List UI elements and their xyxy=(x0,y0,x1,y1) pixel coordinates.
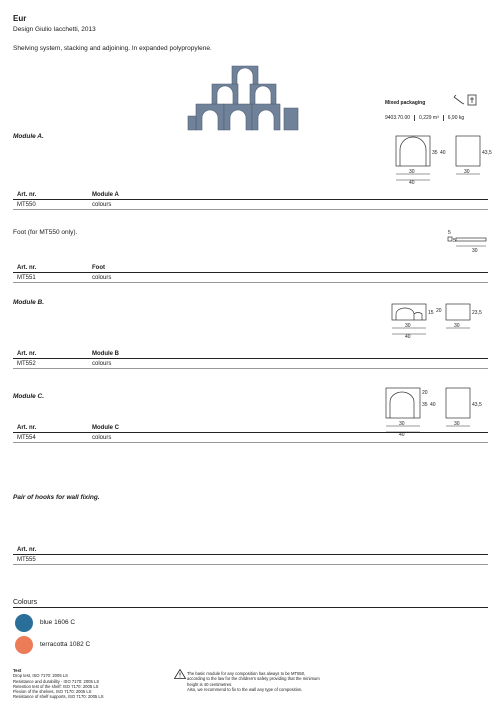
footer-line: height is 40 centimetres. xyxy=(187,681,233,687)
header-art-nr: Art. nr. xyxy=(17,265,37,271)
product-module-top xyxy=(232,66,258,84)
dim-a-w2: 40 xyxy=(409,180,415,186)
module-c-title: Module C. xyxy=(13,393,45,400)
dim-b-side-w: 30 xyxy=(454,323,460,329)
dim-b-d2: 20 xyxy=(436,308,442,314)
product-module-side xyxy=(284,108,298,130)
header-empty xyxy=(92,553,488,554)
dim-a-d2: 40 xyxy=(440,150,446,156)
colours-cell: colours xyxy=(92,360,112,367)
dim-foot-h1: 5 xyxy=(448,230,451,236)
module-a-diagram xyxy=(384,130,490,186)
dim-c-w1: 30 xyxy=(399,421,405,427)
table-row xyxy=(13,555,488,565)
dim-a-w1: 30 xyxy=(409,169,415,175)
foot-bar xyxy=(456,238,486,241)
header-art-nr: Art. nr. xyxy=(17,425,37,431)
colour-swatch-terracotta xyxy=(15,636,33,654)
module-a-title: Module A. xyxy=(13,133,44,140)
module-c-table xyxy=(13,424,488,443)
footer-line: Retention test of the shelf: ISO 7170: 2005 LS xyxy=(13,683,99,689)
header-art-nr: Art. nr. xyxy=(17,192,37,198)
table-header xyxy=(13,546,488,555)
packaging-row xyxy=(385,115,490,121)
footer-line: Resistance of shelf supports, ISO 7170: 2005 LS xyxy=(13,694,104,700)
footer-line: Flexion of the shelves, ISO 7170: 2005 LS xyxy=(13,689,92,694)
header-foot: Foot xyxy=(92,265,105,271)
table-row xyxy=(13,273,488,283)
footer-line: Test xyxy=(13,668,22,673)
table-header xyxy=(13,264,488,273)
product-module-bottom-2 xyxy=(224,104,252,130)
footer-line: Also, we recommend to fix to the wall any type of composition. xyxy=(187,686,303,692)
dim-foot-w: 30 xyxy=(472,248,478,254)
table-header xyxy=(13,350,488,359)
dim-a-side-h: 43,5 xyxy=(482,150,492,156)
hooks-table xyxy=(13,546,488,565)
dim-b-side-h: 23,5 xyxy=(472,310,482,316)
module-c-side xyxy=(446,388,470,418)
table-row xyxy=(13,359,488,369)
page-title: Eur xyxy=(13,14,27,23)
dim-c-w2: 40 xyxy=(399,432,405,438)
art-number: MT552 xyxy=(17,360,36,367)
product-image xyxy=(188,64,314,132)
dim-c-side-w: 30 xyxy=(454,421,460,427)
footer-line: Resistance and durability - ISO 7170: 2005 LS xyxy=(13,678,100,684)
art-number: MT551 xyxy=(17,274,36,281)
packaging-weight: 6,90 kg xyxy=(447,115,465,121)
designer-credit: Design Giulio Iacchetti, 2013 xyxy=(13,26,96,33)
foot-small-block xyxy=(448,237,452,241)
header-module: Module C xyxy=(92,425,119,431)
product-description: Shelving system, stacking and adjoining. In expanded polypropylene. xyxy=(13,45,212,52)
product-module-middle-1 xyxy=(212,84,238,104)
module-b-side xyxy=(446,304,470,320)
footer-line: Drop test, ISO 7170: 2005 LS xyxy=(13,673,68,679)
colours-cell: colours xyxy=(92,274,112,281)
dim-a-d1: 35 xyxy=(432,150,438,156)
foot-diagram xyxy=(444,228,490,254)
module-c-front xyxy=(386,388,420,418)
colour-swatch-blue xyxy=(15,614,33,632)
dim-c-d2: 40 xyxy=(430,402,436,408)
art-number: MT550 xyxy=(17,201,36,208)
module-b-diagram xyxy=(384,300,490,340)
colours-cell: colours xyxy=(92,201,112,208)
module-b-front xyxy=(392,304,426,320)
header-art-nr: Art. nr. xyxy=(17,547,37,553)
wrench-icon xyxy=(454,95,464,104)
dim-a-side-w: 30 xyxy=(464,169,470,175)
colours-title: Colours xyxy=(13,599,488,608)
module-b-title: Module B. xyxy=(13,299,45,306)
header-module: Module B xyxy=(92,351,119,357)
colours-cell: colours xyxy=(92,434,112,441)
dim-b-w2: 40 xyxy=(405,334,411,340)
dim-b-w1: 30 xyxy=(405,323,411,329)
dim-b-d1: 15 xyxy=(428,310,434,316)
footer-note xyxy=(187,671,347,692)
product-foot xyxy=(188,116,196,130)
header-art-nr: Art. nr. xyxy=(17,351,37,357)
dim-c-d1: 35 xyxy=(422,402,428,408)
product-module-bottom-1 xyxy=(196,104,224,130)
box-icon xyxy=(468,95,476,105)
module-a-front xyxy=(396,136,430,166)
header-module: Module A xyxy=(92,192,119,198)
warning-icon xyxy=(174,669,186,679)
assembly-icons xyxy=(452,94,482,108)
colour-label-terracotta: terracotta 1082 C xyxy=(40,641,91,648)
packaging-title: Mixed packaging xyxy=(385,100,426,106)
art-number: MT555 xyxy=(17,556,36,563)
art-number: MT554 xyxy=(17,434,36,441)
dim-foot-h2: 5 xyxy=(453,238,456,244)
table-header xyxy=(13,191,488,200)
colour-label-blue: blue 1606 C xyxy=(40,619,76,626)
footer-line: according to the law for the children's safety providing that the minimum xyxy=(187,676,320,682)
foot-title: Foot (for MT550 only). xyxy=(13,229,78,236)
module-a-side xyxy=(456,136,480,166)
module-a-table xyxy=(13,191,488,210)
table-row xyxy=(13,433,488,443)
table-header xyxy=(13,424,488,433)
hooks-title: Pair of hooks for wall fixing. xyxy=(13,494,100,501)
footer-tests xyxy=(13,668,173,700)
packaging-volume: 0,229 m³ xyxy=(415,115,444,121)
module-b-table xyxy=(13,350,488,369)
packaging-code: 9403.70.00 xyxy=(385,115,415,121)
product-module-bottom-3 xyxy=(252,104,280,130)
dim-c-d0: 20 xyxy=(422,390,428,396)
footer-line: The basic module for any composition has always to be MT550, xyxy=(187,671,306,676)
dim-c-side-h: 43,5 xyxy=(472,402,482,408)
product-module-middle-2 xyxy=(250,84,276,104)
table-row xyxy=(13,200,488,210)
foot-table xyxy=(13,264,488,283)
